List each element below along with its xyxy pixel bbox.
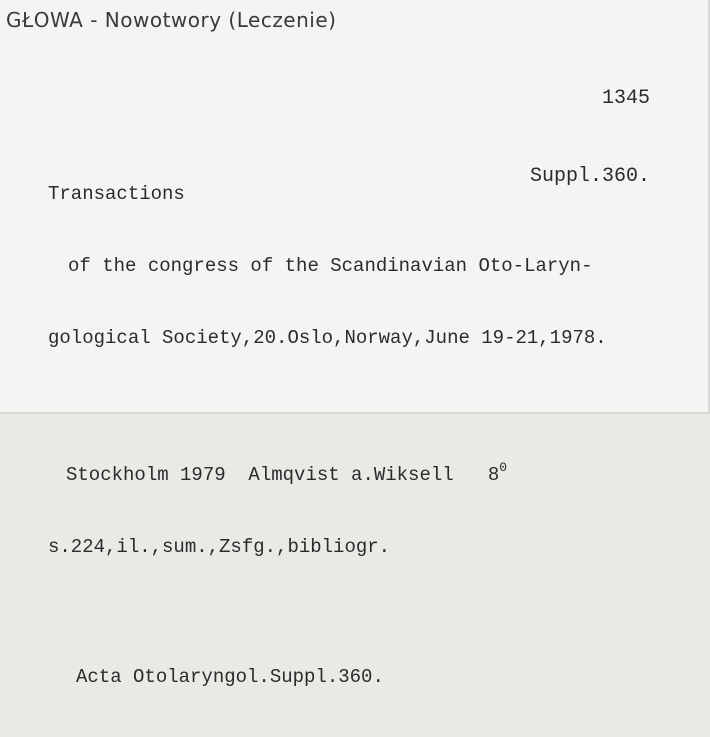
subject-heading: GŁOWA - Nowotwory (Leczenie) [6,8,337,32]
title-line-2: of the congress of the Scandinavian Oto-Laryn- [68,255,593,277]
format-superscript: 0 [499,460,508,475]
imprint-line-1 [48,456,607,487]
series-line: Acta Otolaryngol.Suppl.360. [76,666,384,688]
imprint-line-1-text: Stockholm 1979 Almqvist a.Wiksell 8 [66,464,500,486]
spacer [48,398,607,408]
title-line-3: gological Society,20.Oslo,Norway,June 19-21,1978. [48,327,607,349]
spacer [48,607,607,617]
call-number-line-2: Suppl.360. [529,165,650,188]
call-number-line-1: 1345 [601,87,650,110]
bibliographic-record [48,134,607,737]
title-line-1: Transactions [48,183,185,205]
imprint-line-2: s.224,il.,sum.,Zsfg.,bibliogr. [48,536,391,558]
